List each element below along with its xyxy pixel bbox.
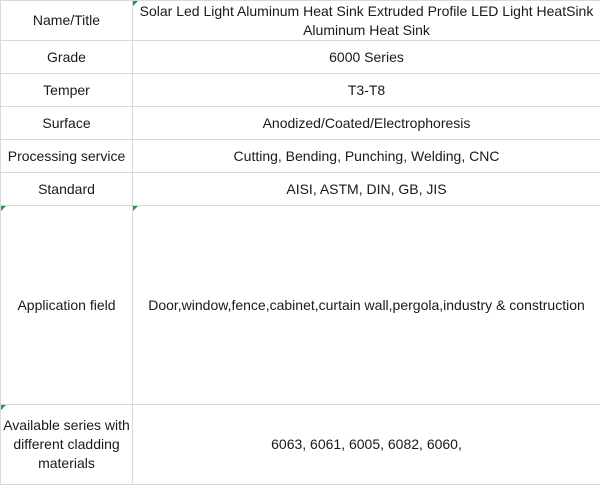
row-label-temper: Temper	[1, 74, 133, 107]
row-label-application-field	[1, 206, 133, 405]
comment-marker-icon	[1, 405, 6, 410]
row-value-processing-service: Cutting, Bending, Punching, Welding, CNC	[133, 140, 600, 173]
comment-marker-icon	[133, 1, 138, 6]
table-row	[1, 405, 600, 485]
table-row	[1, 206, 600, 405]
row-value-surface: Anodized/Coated/Electrophoresis	[133, 107, 600, 140]
table-row	[1, 1, 600, 41]
row-label-processing-service: Processing service	[1, 140, 133, 173]
table-row	[1, 107, 600, 140]
table-row	[1, 41, 600, 74]
table-row	[1, 74, 600, 107]
row-value-name-title	[133, 1, 600, 41]
application-field-label-text: Application field	[17, 297, 115, 313]
table-row	[1, 173, 600, 206]
row-label-name-title: Name/Title	[1, 1, 133, 41]
comment-marker-icon	[1, 206, 6, 211]
row-label-standard: Standard	[1, 173, 133, 206]
table-row	[1, 140, 600, 173]
row-value-standard: AISI, ASTM, DIN, GB, JIS	[133, 173, 600, 206]
available-series-label-text: Available series with different cladding materials	[3, 417, 130, 471]
comment-marker-icon	[133, 206, 138, 211]
row-label-available-series	[1, 405, 133, 485]
row-value-temper: T3-T8	[133, 74, 600, 107]
row-label-surface: Surface	[1, 107, 133, 140]
row-value-available-series: 6063, 6061, 6005, 6082, 6060,	[133, 405, 600, 485]
row-value-application-field	[133, 206, 600, 405]
row-label-grade: Grade	[1, 41, 133, 74]
name-title-text: Solar Led Light Aluminum Heat Sink Extruded Profile LED Light HeatSink Aluminum Heat Sink	[140, 3, 594, 38]
row-value-grade: 6000 Series	[133, 41, 600, 74]
application-field-text: Door,window,fence,cabinet,curtain wall,pergola,industry & construction	[148, 297, 585, 313]
